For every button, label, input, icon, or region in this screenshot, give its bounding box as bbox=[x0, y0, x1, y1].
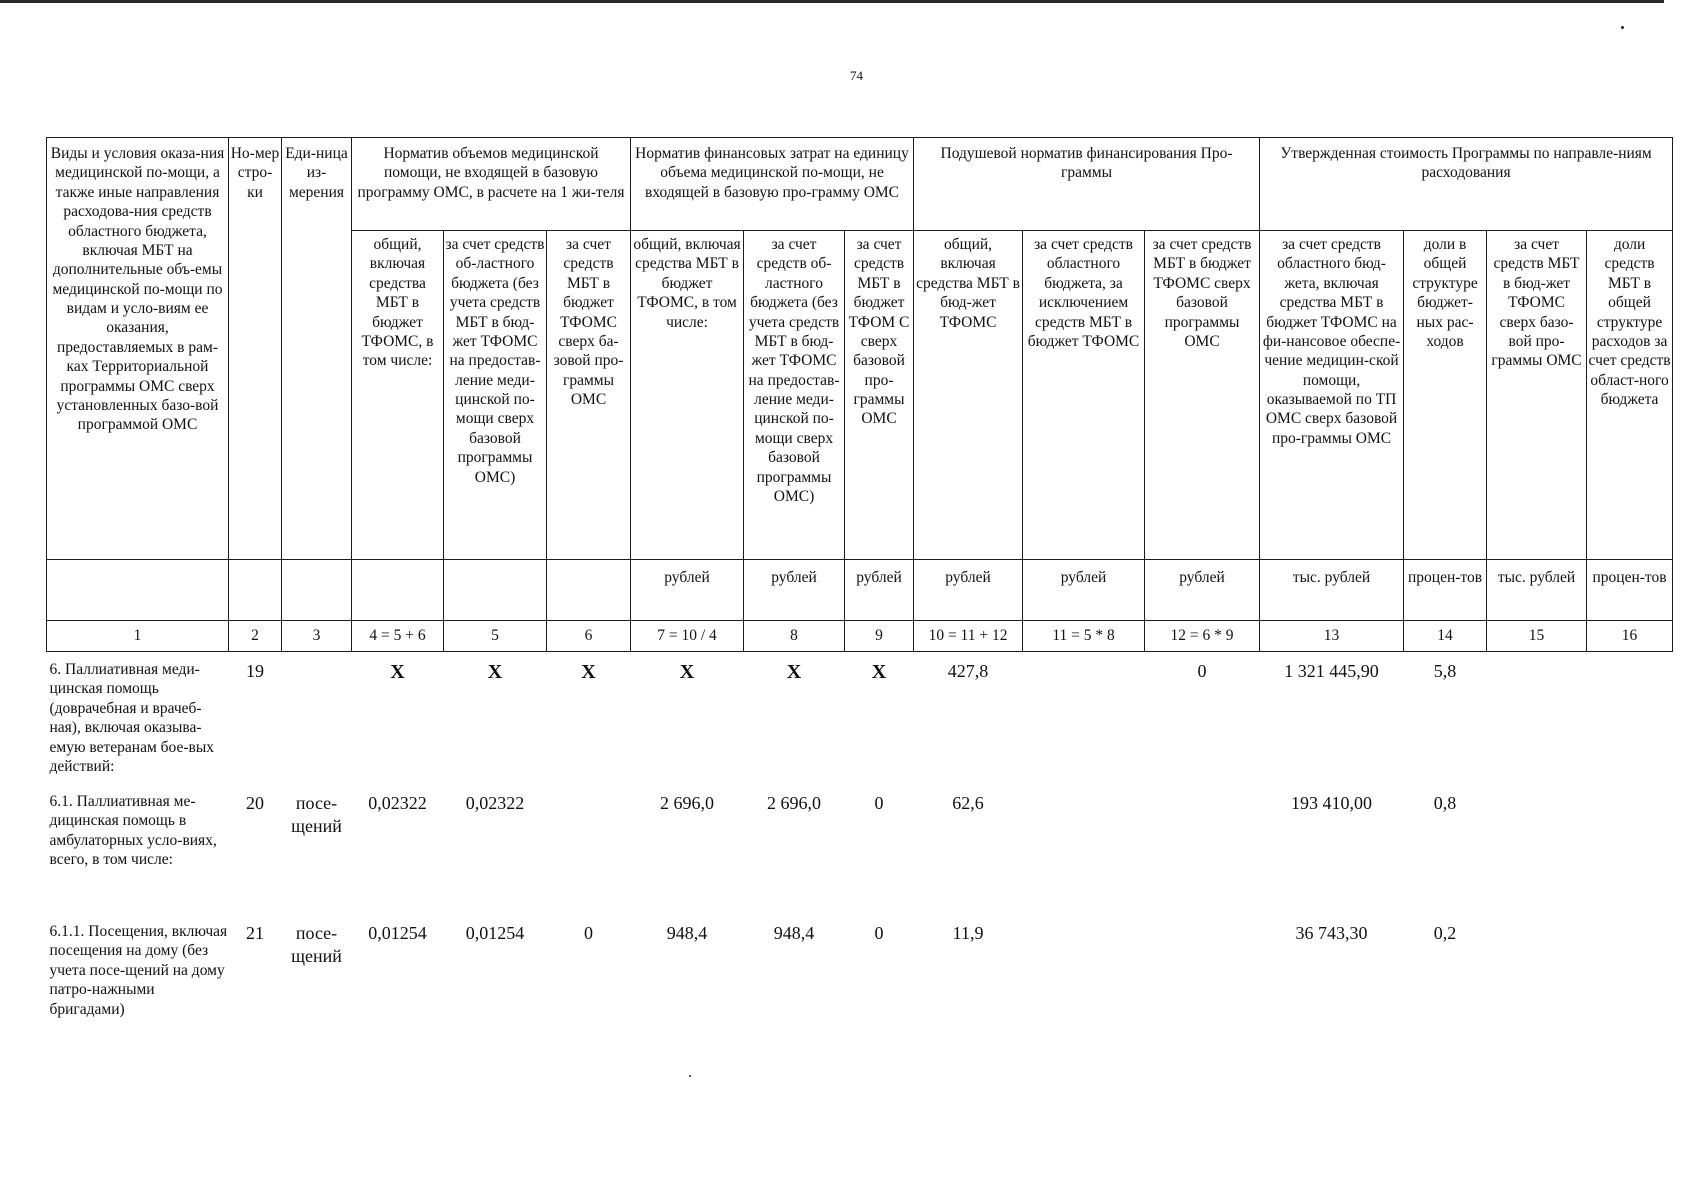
unit-cell bbox=[282, 560, 352, 621]
column-number: 8 bbox=[744, 621, 845, 652]
header-sub-col7: общий, включая средства МБТ в бюджет ТФОМС, в том числе: bbox=[631, 231, 744, 560]
cell-col13: 1 321 445,90 bbox=[1284, 661, 1379, 681]
cell-col10: 62,6 bbox=[952, 793, 984, 813]
unit-cell: тыс. рублей bbox=[1260, 560, 1404, 621]
unit-cell: рублей bbox=[845, 560, 914, 621]
cell-col9: X bbox=[871, 661, 887, 683]
unit-cell: рублей bbox=[914, 560, 1023, 621]
unit-cell bbox=[229, 560, 282, 621]
unit-cell: рублей bbox=[1023, 560, 1145, 621]
unit-cell: рублей bbox=[744, 560, 845, 621]
header-sub-col15: за счет средств МБТ в бюд-жет ТФОМС сверх базо-вой про-граммы ОМС bbox=[1487, 231, 1587, 560]
column-number: 11 = 5 * 8 bbox=[1023, 621, 1145, 652]
unit-cell bbox=[352, 560, 444, 621]
financing-table bbox=[46, 137, 1673, 1042]
unit-cell: рублей bbox=[631, 560, 744, 621]
cell-col8: 948,4 bbox=[773, 923, 815, 943]
row-unit: посе-щений bbox=[291, 923, 342, 966]
cell-col16 bbox=[1587, 784, 1673, 914]
cell-col4: X bbox=[390, 661, 405, 683]
header-sub-col4: общий, включая средства МБТ в бюджет ТФОМС, в том числе: bbox=[352, 231, 444, 560]
column-number: 16 bbox=[1587, 621, 1673, 652]
cell-col4: 0,01254 bbox=[368, 923, 427, 943]
cell-col14: 0,8 bbox=[1433, 793, 1457, 813]
cell-col10: 427,8 bbox=[947, 661, 989, 681]
cell-col6: 0 bbox=[584, 923, 593, 943]
cell-col7: 2 696,0 bbox=[660, 793, 715, 813]
unit-cell: процен-тов bbox=[1587, 560, 1673, 621]
row-unit bbox=[282, 652, 352, 785]
cell-col8: 2 696,0 bbox=[767, 793, 822, 813]
table-row bbox=[47, 652, 1673, 785]
top-border-line bbox=[0, 0, 1664, 3]
header-service-types: Виды и условия оказа-ния медицинской по-мощи, а также иные направления расходова-ния средств областного бюджета, включая МБТ на дополнительные объ-емы медицинской по-мощи по видам и усло-виям ее оказания, предоставляемых в рам-ках Территориальной программы ОМС сверх установленных базо-вой программой ОМС bbox=[47, 138, 229, 560]
header-sub-col9: за счет средств МБТ в бюджет ТФОМ С сверх базовой про-граммы ОМС bbox=[845, 231, 914, 560]
row-line-number: 20 bbox=[246, 793, 264, 813]
table-body bbox=[47, 652, 1673, 1043]
cell-col7: 948,4 bbox=[666, 923, 708, 943]
table-row bbox=[47, 784, 1673, 914]
scan-speck bbox=[1621, 26, 1624, 29]
header-sub-col11: за счет средств областного бюджета, за исключением средств МБТ в бюджет ТФОМС bbox=[1023, 231, 1145, 560]
header-sub-col14: доли в общей структуре бюджет-ных рас-ходов bbox=[1404, 231, 1487, 560]
cell-col16 bbox=[1587, 652, 1673, 785]
page-number: 74 bbox=[850, 68, 863, 83]
header-group-cost-norm: Норматив финансовых затрат на единицу объема медицинской по-мощи, не входящей в базовую про-грамму ОМС bbox=[631, 138, 914, 231]
cell-col14: 5,8 bbox=[1433, 661, 1457, 681]
cell-col11 bbox=[1023, 652, 1145, 785]
cell-col8: X bbox=[786, 661, 802, 683]
row-unit: посе-щений bbox=[291, 793, 342, 836]
cell-col11 bbox=[1023, 784, 1145, 914]
column-number: 1 bbox=[47, 621, 229, 652]
header-group-volume-norm: Норматив объемов медицинской помощи, не входящей в базовую программу ОМС, в расчете на 1 жи-теля bbox=[352, 138, 631, 231]
row-line-number: 19 bbox=[246, 661, 264, 681]
cell-col15 bbox=[1487, 784, 1587, 914]
cell-col10: 11,9 bbox=[952, 923, 984, 943]
header-unit: Еди-ница из-мерения bbox=[282, 138, 352, 560]
row-line-number: 21 bbox=[246, 923, 264, 943]
table-row bbox=[47, 914, 1673, 1042]
row-title: 6.1. Паллиативная ме-дицинская помощь в амбулаторных усло-виях, всего, в том числе: bbox=[49, 793, 217, 869]
cell-col6: X bbox=[581, 661, 596, 683]
column-number: 12 = 6 * 9 bbox=[1145, 621, 1260, 652]
cell-col12 bbox=[1145, 914, 1260, 1042]
unit-cell bbox=[547, 560, 631, 621]
header-sub-col13: за счет средств областного бюд-жета, включая средства МБТ в бюджет ТФОМС на фи-нансовое обеспе-чение медицин-ской помощи, оказываемой по ТП ОМС сверх базовой про-граммы ОМС bbox=[1260, 231, 1404, 560]
scan-speck bbox=[689, 1075, 691, 1077]
unit-cell: процен-тов bbox=[1404, 560, 1487, 621]
cell-col12 bbox=[1145, 784, 1260, 914]
cell-col13: 193 410,00 bbox=[1291, 793, 1373, 813]
column-number: 13 bbox=[1260, 621, 1404, 652]
column-number: 15 bbox=[1487, 621, 1587, 652]
cell-col9: 0 bbox=[874, 923, 884, 943]
column-number: 3 bbox=[282, 621, 352, 652]
unit-cell: рублей bbox=[1145, 560, 1260, 621]
header-sub-col16: доли средств МБТ в общей структуре расходов за счет средств област-ного бюджета bbox=[1587, 231, 1673, 560]
row-title: 6. Паллиативная меди-цинская помощь (доврачебная и врачеб-ная), включая оказыва-емую ветеранам бое-вых действий: bbox=[49, 661, 214, 775]
cell-col5: X bbox=[487, 661, 503, 683]
header-sub-col12: за счет средств МБТ в бюджет ТФОМС сверх базовой программы ОМС bbox=[1145, 231, 1260, 560]
unit-cell bbox=[444, 560, 547, 621]
header-group-per-capita: Подушевой норматив финансирования Про-граммы bbox=[914, 138, 1260, 231]
header-group-approved-cost: Утвержденная стоимость Программы по направле-ниям расходования bbox=[1260, 138, 1673, 231]
unit-cell: тыс. рублей bbox=[1487, 560, 1587, 621]
column-number: 5 bbox=[444, 621, 547, 652]
cell-col11 bbox=[1023, 914, 1145, 1042]
header-sub-col5: за счет средств об-ластного бюджета (без учета средств МБТ в бюд-жет ТФОМС на предостав-ление меди-цинской по-мощи сверх базовой программы ОМС) bbox=[444, 231, 547, 560]
header-column-numbers-row bbox=[47, 621, 1673, 652]
unit-cell bbox=[47, 560, 229, 621]
table-header bbox=[47, 138, 1673, 652]
header-units-row bbox=[47, 560, 1673, 621]
cell-col4: 0,02322 bbox=[368, 793, 427, 813]
column-number: 10 = 11 + 12 bbox=[914, 621, 1023, 652]
header-line-number: Но-мер стро-ки bbox=[229, 138, 282, 560]
column-number: 9 bbox=[845, 621, 914, 652]
cell-col7: X bbox=[679, 661, 695, 683]
cell-col16 bbox=[1587, 914, 1673, 1042]
cell-col6 bbox=[547, 784, 631, 914]
header-sub-col6: за счет средств МБТ в бюджет ТФОМС сверх ба-зовой про-граммы ОМС bbox=[547, 231, 631, 560]
cell-col15 bbox=[1487, 652, 1587, 785]
column-number: 4 = 5 + 6 bbox=[352, 621, 444, 652]
cell-col5: 0,02322 bbox=[465, 793, 525, 813]
column-number: 14 bbox=[1404, 621, 1487, 652]
cell-col5: 0,01254 bbox=[465, 923, 525, 943]
header-group-row bbox=[47, 138, 1673, 231]
cell-col13: 36 743,30 bbox=[1295, 923, 1368, 943]
row-title: 6.1.1. Посещения, включая посещения на дому (без учета посе-щений на дому патро-нажными бригадами) bbox=[49, 923, 228, 1018]
header-sub-col10: общий, включая средства МБТ в бюд-жет ТФОМС bbox=[914, 231, 1023, 560]
column-number: 7 = 10 / 4 bbox=[631, 621, 744, 652]
column-number: 6 bbox=[547, 621, 631, 652]
cell-col14: 0,2 bbox=[1433, 923, 1457, 943]
header-sub-col8: за счет средств об-ластного бюджета (без учета средств МБТ в бюд-жет ТФОМС на предостав-ление меди-цинской по-мощи сверх базовой программы ОМС) bbox=[744, 231, 845, 560]
cell-col15 bbox=[1487, 914, 1587, 1042]
cell-col9: 0 bbox=[874, 793, 884, 813]
cell-col12: 0 bbox=[1197, 661, 1207, 681]
column-number: 2 bbox=[229, 621, 282, 652]
